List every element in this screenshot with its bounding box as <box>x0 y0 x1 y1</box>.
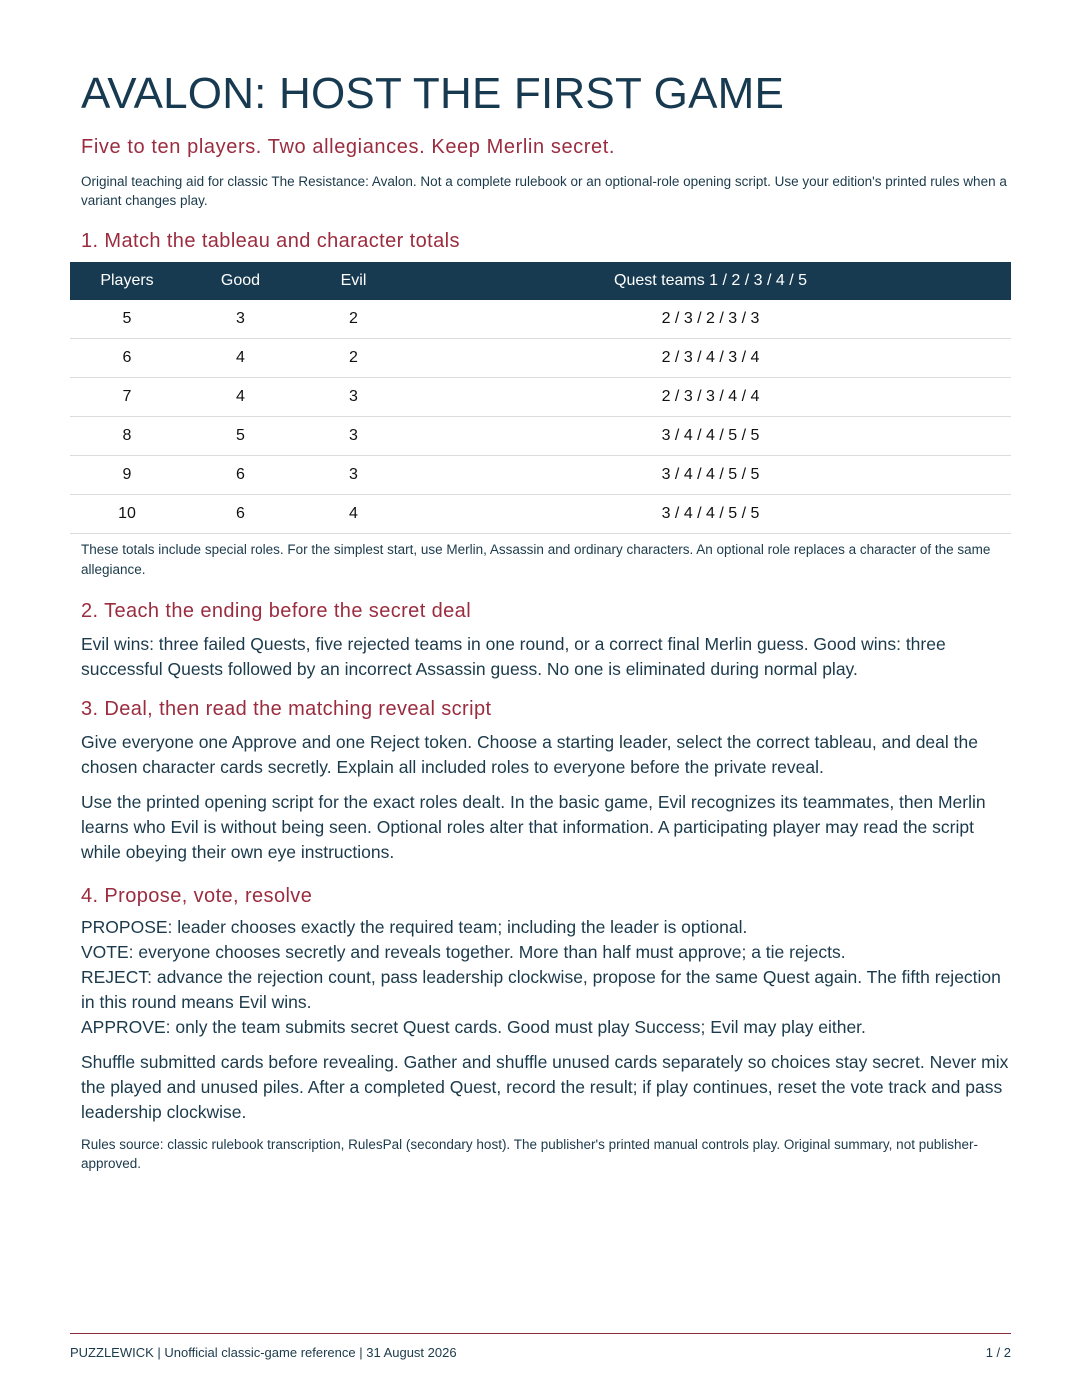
intro-text: Original teaching aid for classic The Resistance: Avalon. Not a complete rulebook or an optional-role opening script. Use your edition's printed rules when a variant changes play. <box>81 174 1007 208</box>
section3-paragraph-script: Use the printed opening script for the exact roles dealt. In the basic game, Evil recognizes its teammates, then Merlin learns who Evil is without being seen. Optional roles alter that information. A participating player may read the script while obeying their own eye instructions. <box>81 792 986 862</box>
step-reject: REJECT: advance the rejection count, pass leadership clockwise, propose for the same Quest again. The fifth rejection in this round means Evil wins. <box>81 967 1001 1012</box>
table-row <box>70 378 1011 417</box>
section1-heading: 1. Match the tableau and character totals <box>81 230 460 252</box>
section4-heading: 4. Propose, vote, resolve <box>81 885 313 907</box>
page-subtitle: Five to ten players. Two allegiances. Keep Merlin secret. <box>81 136 616 158</box>
cell-quest-teams: 2 / 3 / 3 / 4 / 4 <box>410 378 1011 417</box>
rules-source-note: Rules source: classic rulebook transcription, RulesPal (secondary host). The publisher's printed manual controls play. Original summary, not publisher-approved. <box>81 1137 978 1171</box>
page-number: 1 / 2 <box>985 1345 1011 1360</box>
section4-paragraph-shuffle: Shuffle submitted cards before revealing. Gather and shuffle unused cards separately so choices stay secret. Never mix the played and unused piles. After a completed Quest, record the result; if play continues, reset the vote track and pass leadership clockwise. <box>81 1052 1009 1122</box>
table-row <box>70 456 1011 495</box>
cell-evil: 3 <box>297 456 410 495</box>
cell-players: 5 <box>70 300 184 339</box>
cell-evil: 4 <box>297 495 410 534</box>
cell-quest-teams: 2 / 3 / 4 / 3 / 4 <box>410 339 1011 378</box>
cell-quest-teams: 3 / 4 / 4 / 5 / 5 <box>410 495 1011 534</box>
cell-players: 8 <box>70 417 184 456</box>
section2-heading: 2. Teach the ending before the secret deal <box>81 600 472 622</box>
tableau-note: These totals include special roles. For the simplest start, use Merlin, Assassin and ordinary characters. An optional role replaces a character of the same allegiance. <box>81 542 991 577</box>
cell-players: 7 <box>70 378 184 417</box>
cell-evil: 2 <box>297 300 410 339</box>
table-row <box>70 417 1011 456</box>
section2-body: Evil wins: three failed Quests, five rejected teams in one round, or a correct final Merlin guess. Good wins: three successful Quests followed by an incorrect Assassin guess. No one is eliminated during normal play. <box>81 634 946 679</box>
section4-steps <box>81 915 1011 1040</box>
footer-credit: PUZZLEWICK | Unofficial classic-game reference | 31 August 2026 <box>70 1345 457 1360</box>
cell-good: 6 <box>184 456 297 495</box>
step-vote: VOTE: everyone chooses secretly and reveals together. More than half must approve; a tie rejects. <box>81 942 846 962</box>
cell-good: 4 <box>184 339 297 378</box>
page-footer <box>70 1333 1011 1360</box>
cell-quest-teams: 2 / 3 / 2 / 3 / 3 <box>410 300 1011 339</box>
table-row <box>70 495 1011 534</box>
cell-players: 6 <box>70 339 184 378</box>
column-header-quest-teams: Quest teams 1 / 2 / 3 / 4 / 5 <box>410 262 1011 300</box>
cell-quest-teams: 3 / 4 / 4 / 5 / 5 <box>410 456 1011 495</box>
table-row <box>70 339 1011 378</box>
cell-good: 6 <box>184 495 297 534</box>
section3-paragraph-deal: Give everyone one Approve and one Reject token. Choose a starting leader, select the correct tableau, and deal the chosen character cards secretly. Explain all included roles to everyone before the private reveal. <box>81 732 978 777</box>
page-title: AVALON: HOST THE FIRST GAME <box>81 69 785 118</box>
page-content <box>81 68 1011 1187</box>
step-propose: PROPOSE: leader chooses exactly the required team; including the leader is optional. <box>81 917 748 937</box>
cell-good: 4 <box>184 378 297 417</box>
column-header-evil: Evil <box>297 262 410 300</box>
cell-players: 9 <box>70 456 184 495</box>
cell-players: 10 <box>70 495 184 534</box>
cell-evil: 3 <box>297 378 410 417</box>
cell-good: 3 <box>184 300 297 339</box>
cell-quest-teams: 3 / 4 / 4 / 5 / 5 <box>410 417 1011 456</box>
step-approve: APPROVE: only the team submits secret Quest cards. Good must play Success; Evil may play either. <box>81 1017 866 1037</box>
cell-evil: 3 <box>297 417 410 456</box>
tableau-table <box>70 262 1011 534</box>
cell-good: 5 <box>184 417 297 456</box>
section3-heading: 3. Deal, then read the matching reveal script <box>81 698 492 720</box>
column-header-players: Players <box>70 262 184 300</box>
table-row <box>70 300 1011 339</box>
cell-evil: 2 <box>297 339 410 378</box>
table-header-row <box>70 262 1011 300</box>
column-header-good: Good <box>184 262 297 300</box>
